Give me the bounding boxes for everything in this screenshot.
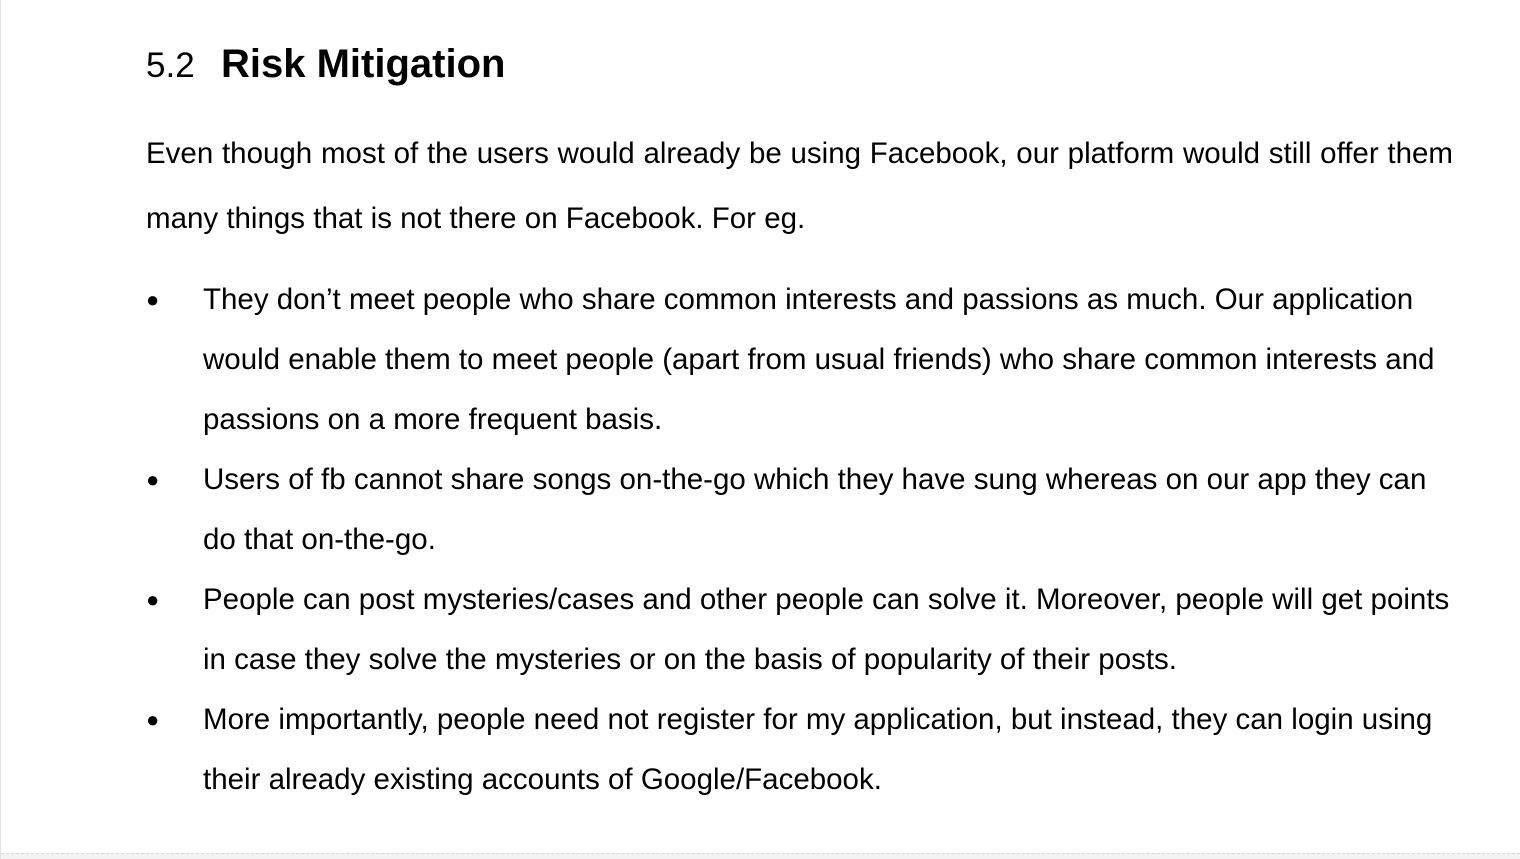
bullet-dot-icon: ●	[146, 467, 160, 492]
bullet-item	[146, 450, 1453, 570]
bullet-text: Users of fb cannot share songs on-the-go which they have sung whereas on our app they can do that on-the-go.	[203, 463, 1427, 556]
bullet-text: People can post mysteries/cases and other people can solve it. Moreover, people will get points in case they solve the mysteries or on the basis of popularity of their posts.	[203, 583, 1450, 676]
section-title: Risk Mitigation	[221, 42, 506, 86]
intro-paragraph: Even though most of the users would already be using Facebook, our platform would still offer them many things that is not there on Facebook. For eg.	[146, 137, 1453, 235]
bullet-text: More importantly, people need not register for my application, but instead, they can login using their already existing accounts of Google/Facebook.	[203, 703, 1433, 796]
bullet-item	[146, 570, 1453, 690]
section-number: 5.2	[146, 46, 195, 85]
section-heading	[146, 36, 1453, 92]
bullet-item	[146, 690, 1453, 810]
bullet-dot-icon: ●	[146, 587, 160, 612]
bullet-dot-icon: ●	[146, 287, 160, 312]
page-content	[146, 36, 1453, 810]
bullet-dot-icon: ●	[146, 707, 160, 732]
bullet-text: They don’t meet people who share common interests and passions as much. Our application would enable them to meet people (apart from usual friends) who share common interests and passions on a more frequent basis.	[203, 283, 1435, 436]
page-bottom-edge	[1, 853, 1520, 859]
bullet-list	[146, 270, 1453, 810]
bullet-item	[146, 270, 1453, 450]
